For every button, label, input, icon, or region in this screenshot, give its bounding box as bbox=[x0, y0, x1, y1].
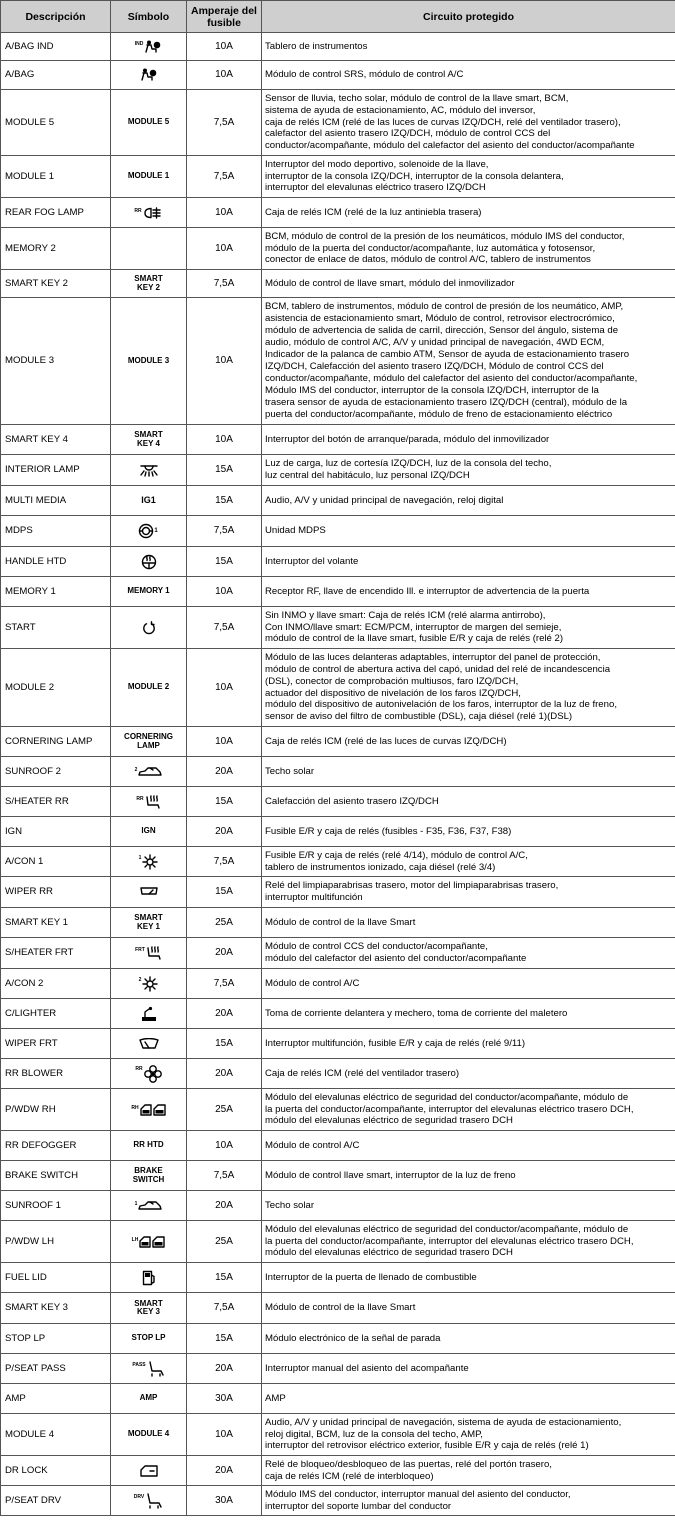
table-row bbox=[1, 727, 675, 757]
seat-heater-icon bbox=[145, 795, 161, 809]
fuse-amperage: 20A bbox=[187, 1191, 262, 1221]
fuse-description: MODULE 4 bbox=[1, 1414, 111, 1456]
symbol-label: SMART KEY 4 bbox=[134, 430, 163, 448]
fuse-circuit: BCM, módulo de control de la presión de los neumáticos, módulo IMS del conductor, módulo de la puerta del conductor/acompañante, luz automática y fotosensor, conector de enlace de datos, módulo de control A/C, tablero de instrumentos bbox=[262, 228, 675, 270]
power-seat-icon bbox=[145, 1493, 163, 1509]
fuse-amperage: 7,5A bbox=[187, 1293, 262, 1324]
table-row bbox=[1, 649, 675, 727]
fuse-amperage: 25A bbox=[187, 908, 262, 938]
table-row bbox=[1, 33, 675, 61]
power-window-icon bbox=[139, 1236, 165, 1248]
fuse-amperage: 7,5A bbox=[187, 969, 262, 999]
fuse-symbol bbox=[111, 1131, 187, 1161]
table-row bbox=[1, 607, 675, 649]
symbol-label: SMART KEY 1 bbox=[134, 913, 163, 931]
fuse-circuit: BCM, tablero de instrumentos, módulo de control de presión de los neumático, AMP, asistencia de estacionamiento smart, Módulo de control, retrovisor electrocrómico, módulo de advertencia de salida de carril, dirección, Sensor del ángulo, sistema de audio, módulo de control A/C, A/V y unidad principal de navegación, 4WD ECM, Indicador de la palanca de cambio ATM, Sensor de ayuda de estacionamiento trasero IZQ/DCH, Calefacción del asiento trasero IZQ/DCH, Módulo de control CCS del conductor/acompañante, módulo del calefactor del asiento del conductor/acompañante, Módulo IMS del conductor, interruptor de la consola IZQ/DCH, interruptor de la trasera sensor de ayuda de estacionamiento trasero IZQ/DCH (central), módulo de la puerta del conductor/acompañante, módulo de freno de estacionamiento eléctrico bbox=[262, 298, 675, 425]
symbol-label: RR bbox=[134, 207, 142, 214]
fuse-symbol bbox=[111, 1059, 187, 1089]
table-row bbox=[1, 938, 675, 969]
steering-wheel-icon bbox=[138, 523, 154, 539]
fuse-symbol bbox=[111, 1191, 187, 1221]
fuse-circuit: Interruptor multifunción, fusible E/R y caja de relés (relé 9/11) bbox=[262, 1029, 675, 1059]
fuse-circuit: Caja de relés ICM (relé de la luz antiniebla trasera) bbox=[262, 198, 675, 228]
fuse-amperage: 10A bbox=[187, 425, 262, 455]
fuse-description: C/LIGHTER bbox=[1, 999, 111, 1029]
table-row bbox=[1, 156, 675, 198]
symbol-label: IG1 bbox=[141, 495, 156, 505]
fuse-circuit: Módulo de las luces delanteras adaptables, interruptor del panel de protección, módulo de control de abertura activa del capó, unidad del relé de incandescencia (DSL), conector de comprobación multiusos, faro IZQ/DCH, actuador del dispositivo de nivelación de los faros IZQ/DCH, módulo del dispositivo de autonivelación de los faros, interruptor de la luz de freno, sensor de aviso del filtro de combustible (DSL), caja diésel (relé 1)(DSL) bbox=[262, 649, 675, 727]
fuse-circuit: Módulo de control A/C bbox=[262, 1131, 675, 1161]
symbol-label: BRAKE SWITCH bbox=[132, 1166, 165, 1184]
table-row bbox=[1, 1221, 675, 1263]
fuse-symbol bbox=[111, 969, 187, 999]
fuse-description: MODULE 5 bbox=[1, 90, 111, 156]
fuse-circuit: Sensor de lluvia, techo solar, módulo de control de la llave smart, BCM, sistema de ayuda de estacionamiento, AC, módulo del inversor, caja de relés ICM (relé de las luces de curvas IZQ/DCH, relé del ventilador trasero), calefactor del asiento trasero IZQ/DCH, módulo de control CCS del conductor/acompañante, módulo del calefactor del asiento del conductor/acompañante bbox=[262, 90, 675, 156]
fuse-symbol bbox=[111, 817, 187, 847]
header-description: Descripción bbox=[1, 1, 111, 33]
fuse-symbol bbox=[111, 757, 187, 787]
fuse-circuit: Toma de corriente delantera y mechero, toma de corriente del maletero bbox=[262, 999, 675, 1029]
fuse-symbol bbox=[111, 298, 187, 425]
fuse-description: HANDLE HTD bbox=[1, 547, 111, 577]
rear-wiper-icon bbox=[139, 886, 159, 898]
fuse-description: WIPER RR bbox=[1, 877, 111, 908]
fuse-amperage: 10A bbox=[187, 1131, 262, 1161]
table-row bbox=[1, 1456, 675, 1486]
front-wiper-icon bbox=[139, 1038, 159, 1050]
fuse-description: SMART KEY 1 bbox=[1, 908, 111, 938]
fuse-circuit: Módulo de control de la llave Smart bbox=[262, 1293, 675, 1324]
fuse-circuit: Calefacción del asiento trasero IZQ/DCH bbox=[262, 787, 675, 817]
fuse-description: MEMORY 2 bbox=[1, 228, 111, 270]
fuse-description: A/BAG bbox=[1, 61, 111, 90]
fuse-amperage: 7,5A bbox=[187, 847, 262, 877]
fuse-amperage: 10A bbox=[187, 198, 262, 228]
fuse-description: A/CON 2 bbox=[1, 969, 111, 999]
symbol-label: MODULE 2 bbox=[127, 682, 170, 692]
table-row bbox=[1, 270, 675, 298]
fuse-circuit: Módulo de control de la llave Smart bbox=[262, 908, 675, 938]
fuse-amperage: 7,5A bbox=[187, 1161, 262, 1191]
table-row bbox=[1, 1324, 675, 1354]
fuse-symbol bbox=[111, 156, 187, 198]
fuse-circuit: Sin INMO y llave smart: Caja de relés ICM (relé alarma antirrobo), Con INMO/llave smart: ECM/PCM, interruptor de margen del semieje, módulo de control de la llave smart, fusible E/R y caja de relés (relé 2) bbox=[262, 607, 675, 649]
fuse-symbol bbox=[111, 577, 187, 607]
fuse-circuit: Audio, A/V y unidad principal de navegación, reloj digital bbox=[262, 486, 675, 516]
fuse-description: RR DEFOGGER bbox=[1, 1131, 111, 1161]
fuse-description: REAR FOG LAMP bbox=[1, 198, 111, 228]
rear-fog-icon bbox=[143, 207, 163, 219]
fuse-amperage: 25A bbox=[187, 1089, 262, 1131]
fuse-amperage: 7,5A bbox=[187, 270, 262, 298]
table-row bbox=[1, 1354, 675, 1384]
symbol-label: SMART KEY 2 bbox=[134, 274, 163, 292]
symbol-label: FRT bbox=[135, 947, 145, 953]
door-lock-icon bbox=[139, 1464, 159, 1478]
symbol-label: 1 bbox=[154, 528, 158, 534]
lighter-icon bbox=[141, 1006, 157, 1022]
fuse-circuit: Módulo del elevalunas eléctrico de seguridad del conductor/acompañante, módulo de la puerta del conductor/acompañante, interruptor del elevalunas eléctrico trasero DCH, módulo del elevalunas eléctrico de seguridad trasero DCH bbox=[262, 1221, 675, 1263]
symbol-label: MODULE 3 bbox=[127, 355, 170, 365]
fuse-circuit: Módulo de control llave smart, interruptor de la luz de freno bbox=[262, 1161, 675, 1191]
symbol-label: MODULE 1 bbox=[127, 171, 170, 181]
fuse-symbol bbox=[111, 649, 187, 727]
fuse-amperage: 20A bbox=[187, 1456, 262, 1486]
fuse-description: P/SEAT PASS bbox=[1, 1354, 111, 1384]
fuse-symbol bbox=[111, 1161, 187, 1191]
fuse-description: DR LOCK bbox=[1, 1456, 111, 1486]
fuse-amperage: 15A bbox=[187, 1029, 262, 1059]
fuse-circuit: Fusible E/R y caja de relés (relé 4/14), módulo de control A/C, tablero de instrumentos ionizado, caja diésel (relé 3/4) bbox=[262, 847, 675, 877]
fuse-symbol bbox=[111, 1221, 187, 1263]
fuse-amperage: 15A bbox=[187, 455, 262, 486]
table-row bbox=[1, 877, 675, 908]
header-symbol: Símbolo bbox=[111, 1, 187, 33]
fuse-symbol bbox=[111, 516, 187, 547]
fuse-symbol bbox=[111, 1293, 187, 1324]
fuse-amperage: 20A bbox=[187, 938, 262, 969]
table-row bbox=[1, 1293, 675, 1324]
fuse-description: AMP bbox=[1, 1384, 111, 1414]
table-row bbox=[1, 516, 675, 547]
fuse-circuit: Módulo de control SRS, módulo de control A/C bbox=[262, 61, 675, 90]
fuse-symbol bbox=[111, 1354, 187, 1384]
fuse-amperage: 20A bbox=[187, 999, 262, 1029]
fuse-symbol bbox=[111, 1384, 187, 1414]
fuse-description: P/WDW RH bbox=[1, 1089, 111, 1131]
fuse-amperage: 30A bbox=[187, 1486, 262, 1516]
table-row bbox=[1, 455, 675, 486]
table-row bbox=[1, 847, 675, 877]
fuse-amperage: 30A bbox=[187, 1384, 262, 1414]
table-row bbox=[1, 1414, 675, 1456]
symbol-label: RH bbox=[131, 1104, 139, 1111]
fuse-description: CORNERING LAMP bbox=[1, 727, 111, 757]
fuse-amperage: 15A bbox=[187, 1324, 262, 1354]
fuse-description: MODULE 2 bbox=[1, 649, 111, 727]
table-row bbox=[1, 817, 675, 847]
fuse-symbol bbox=[111, 486, 187, 516]
fuse-amperage: 15A bbox=[187, 877, 262, 908]
table-row bbox=[1, 1089, 675, 1131]
symbol-label: AMP bbox=[139, 1393, 158, 1403]
symbol-label: LH bbox=[131, 1236, 139, 1243]
fuse-description: BRAKE SWITCH bbox=[1, 1161, 111, 1191]
fuse-circuit: Interruptor del volante bbox=[262, 547, 675, 577]
fuse-description: IGN bbox=[1, 817, 111, 847]
table-row bbox=[1, 486, 675, 516]
fuse-symbol bbox=[111, 33, 187, 61]
table-row bbox=[1, 1161, 675, 1191]
fuse-description: SMART KEY 2 bbox=[1, 270, 111, 298]
fuse-description: SMART KEY 3 bbox=[1, 1293, 111, 1324]
table-row bbox=[1, 1131, 675, 1161]
start-icon bbox=[142, 621, 156, 635]
fuse-symbol bbox=[111, 425, 187, 455]
symbol-label: MODULE 4 bbox=[127, 1429, 170, 1439]
fuse-amperage: 10A bbox=[187, 61, 262, 90]
fuse-symbol bbox=[111, 847, 187, 877]
fuse-circuit: Caja de relés ICM (relé del ventilador trasero) bbox=[262, 1059, 675, 1089]
header-amperage: Amperaje del fusible bbox=[187, 1, 262, 33]
fuse-amperage: 7,5A bbox=[187, 156, 262, 198]
fuse-circuit: Módulo del elevalunas eléctrico de seguridad del conductor/acompañante, módulo de la puerta del conductor/acompañante, interruptor del elevalunas eléctrico trasero DCH, módulo del elevalunas eléctrico de seguridad trasero DCH bbox=[262, 1089, 675, 1131]
fuse-description: START bbox=[1, 607, 111, 649]
blower-icon bbox=[144, 1065, 162, 1083]
symbol-label: RR HTD bbox=[133, 1140, 164, 1150]
table-row bbox=[1, 298, 675, 425]
symbol-label: MEMORY 1 bbox=[127, 586, 170, 596]
fuse-amperage: 10A bbox=[187, 298, 262, 425]
fuse-description: S/HEATER RR bbox=[1, 787, 111, 817]
fuel-lid-icon bbox=[142, 1270, 156, 1286]
fuse-circuit: Interruptor del modo deportivo, solenoide de la llave, interruptor de la consola IZQ/DCH, interruptor de la consola delantera, interruptor del elevalunas eléctrico trasero IZQ/DCH bbox=[262, 156, 675, 198]
fuse-description: A/CON 1 bbox=[1, 847, 111, 877]
fuse-symbol bbox=[111, 455, 187, 486]
fuse-description: MEMORY 1 bbox=[1, 577, 111, 607]
fuse-circuit: Módulo de control A/C bbox=[262, 969, 675, 999]
table-row bbox=[1, 1029, 675, 1059]
sunroof-icon bbox=[138, 766, 162, 778]
fuse-description: S/HEATER FRT bbox=[1, 938, 111, 969]
table-row bbox=[1, 547, 675, 577]
fuse-symbol bbox=[111, 1456, 187, 1486]
fuse-symbol bbox=[111, 727, 187, 757]
fuse-symbol bbox=[111, 877, 187, 908]
power-window-icon bbox=[140, 1104, 166, 1116]
symbol-label: STOP LP bbox=[131, 1333, 166, 1343]
fuse-description: MULTI MEDIA bbox=[1, 486, 111, 516]
fuse-amperage: 10A bbox=[187, 1414, 262, 1456]
fuse-amperage: 7,5A bbox=[187, 90, 262, 156]
table-header-row bbox=[1, 1, 675, 33]
fuse-symbol bbox=[111, 1486, 187, 1516]
fuse-description: RR BLOWER bbox=[1, 1059, 111, 1089]
fuse-amperage: 25A bbox=[187, 1221, 262, 1263]
ac-icon bbox=[142, 976, 158, 992]
symbol-label: 1 bbox=[134, 1200, 138, 1207]
header-circuit: Circuito protegido bbox=[262, 1, 675, 33]
symbol-label: IND bbox=[134, 40, 144, 47]
fuse-symbol bbox=[111, 938, 187, 969]
fuse-amperage: 15A bbox=[187, 547, 262, 577]
fuse-amperage: 10A bbox=[187, 577, 262, 607]
table-row bbox=[1, 61, 675, 90]
fuse-amperage: 7,5A bbox=[187, 607, 262, 649]
symbol-label: 2 bbox=[134, 766, 138, 773]
fuse-symbol bbox=[111, 607, 187, 649]
table-row bbox=[1, 425, 675, 455]
table-row bbox=[1, 999, 675, 1029]
table-row bbox=[1, 1191, 675, 1221]
symbol-label: 2 bbox=[138, 976, 142, 983]
symbol-label: RR bbox=[136, 795, 144, 802]
fuse-description: FUEL LID bbox=[1, 1263, 111, 1293]
fuse-amperage: 10A bbox=[187, 649, 262, 727]
fuse-circuit: Receptor RF, llave de encendido Ill. e interruptor de advertencia de la puerta bbox=[262, 577, 675, 607]
fuse-circuit: Interruptor de la puerta de llenado de combustible bbox=[262, 1263, 675, 1293]
fuse-circuit: Audio, A/V y unidad principal de navegación, sistema de ayuda de estacionamiento, reloj digital, BCM, luz de la consola del techo, AMP, interruptor del retrovisor eléctrico exterior, fusible E/R y caja de relés (relé 1) bbox=[262, 1414, 675, 1456]
fuse-circuit: Relé de bloqueo/desbloqueo de las puertas, relé del portón trasero, caja de relés ICM (relé de interbloqueo) bbox=[262, 1456, 675, 1486]
symbol-label: DRV bbox=[133, 1493, 145, 1500]
fuse-symbol bbox=[111, 198, 187, 228]
table-row bbox=[1, 908, 675, 938]
fuse-amperage: 20A bbox=[187, 817, 262, 847]
heated-steering-icon bbox=[141, 554, 157, 570]
symbol-label: SMART KEY 3 bbox=[134, 1298, 163, 1316]
fuse-symbol bbox=[111, 228, 187, 270]
symbol-label: 1 bbox=[138, 854, 142, 861]
seat-heater-icon bbox=[146, 946, 162, 960]
table-row bbox=[1, 90, 675, 156]
ac-icon bbox=[142, 854, 158, 870]
fuse-circuit: Caja de relés ICM (relé de las luces de curvas IZQ/DCH) bbox=[262, 727, 675, 757]
fuse-amperage: 20A bbox=[187, 1059, 262, 1089]
table-row bbox=[1, 577, 675, 607]
fuse-symbol bbox=[111, 90, 187, 156]
fuse-circuit: Módulo IMS del conductor, interruptor manual del asiento del conductor, interruptor del soporte lumbar del conductor bbox=[262, 1486, 675, 1516]
fuse-circuit: Unidad MDPS bbox=[262, 516, 675, 547]
fuse-description: MODULE 3 bbox=[1, 298, 111, 425]
fuse-amperage: 15A bbox=[187, 1263, 262, 1293]
fuse-amperage: 10A bbox=[187, 228, 262, 270]
fuse-symbol bbox=[111, 1263, 187, 1293]
fuse-description: STOP LP bbox=[1, 1324, 111, 1354]
table-row bbox=[1, 969, 675, 999]
fuse-circuit: Techo solar bbox=[262, 757, 675, 787]
fuse-amperage: 10A bbox=[187, 33, 262, 61]
fuse-description: MODULE 1 bbox=[1, 156, 111, 198]
table-row bbox=[1, 1384, 675, 1414]
fuse-amperage: 20A bbox=[187, 757, 262, 787]
fuse-symbol bbox=[111, 1029, 187, 1059]
fuse-amperage: 7,5A bbox=[187, 516, 262, 547]
fuse-symbol bbox=[111, 787, 187, 817]
fuse-symbol bbox=[111, 908, 187, 938]
fuse-circuit: Interruptor manual del asiento del acompañante bbox=[262, 1354, 675, 1384]
fuse-symbol bbox=[111, 270, 187, 298]
fuse-symbol bbox=[111, 547, 187, 577]
fuse-description: P/SEAT DRV bbox=[1, 1486, 111, 1516]
fuse-symbol bbox=[111, 61, 187, 90]
power-seat-icon bbox=[147, 1361, 165, 1377]
fuse-symbol bbox=[111, 1324, 187, 1354]
fuse-description: SUNROOF 2 bbox=[1, 757, 111, 787]
symbol-label: RR bbox=[135, 1065, 143, 1072]
fuse-amperage: 10A bbox=[187, 727, 262, 757]
table-row bbox=[1, 757, 675, 787]
fuse-circuit: Módulo de control de llave smart, módulo del inmovilizador bbox=[262, 270, 675, 298]
fuse-circuit: Techo solar bbox=[262, 1191, 675, 1221]
table-row bbox=[1, 1059, 675, 1089]
airbag-icon bbox=[140, 68, 158, 82]
fuse-circuit: Relé del limpiaparabrisas trasero, motor del limpiaparabrisas trasero, interruptor multifunción bbox=[262, 877, 675, 908]
fuse-circuit: Fusible E/R y caja de relés (fusibles - F35, F36, F37, F38) bbox=[262, 817, 675, 847]
fuse-circuit: Luz de carga, luz de cortesía IZQ/DCH, luz de la consola del techo, luz central del habitáculo, luz personal IZQ/DCH bbox=[262, 455, 675, 486]
table-row bbox=[1, 198, 675, 228]
fuse-amperage: 15A bbox=[187, 486, 262, 516]
fuse-description: P/WDW LH bbox=[1, 1221, 111, 1263]
symbol-label: PASS bbox=[132, 1361, 146, 1368]
fuse-circuit: Interruptor del botón de arranque/parada, módulo del inmovilizador bbox=[262, 425, 675, 455]
fuse-description: WIPER FRT bbox=[1, 1029, 111, 1059]
symbol-label: CORNERING LAMP bbox=[124, 732, 173, 750]
fuse-circuit: Tablero de instrumentos bbox=[262, 33, 675, 61]
sunroof-icon bbox=[138, 1200, 162, 1212]
fuse-circuit: Módulo de control CCS del conductor/acompañante, módulo del calefactor del asiento del conductor/acompañante bbox=[262, 938, 675, 969]
table-row bbox=[1, 1263, 675, 1293]
fuse-description: SMART KEY 4 bbox=[1, 425, 111, 455]
fuse-circuit: Módulo electrónico de la señal de parada bbox=[262, 1324, 675, 1354]
fuse-description: MDPS bbox=[1, 516, 111, 547]
symbol-label: MODULE 5 bbox=[127, 117, 170, 127]
table-row bbox=[1, 787, 675, 817]
fuse-symbol bbox=[111, 1089, 187, 1131]
fuse-description: INTERIOR LAMP bbox=[1, 455, 111, 486]
table-row bbox=[1, 228, 675, 270]
fuse-description: A/BAG IND bbox=[1, 33, 111, 61]
symbol-label: IGN bbox=[141, 826, 156, 836]
fuse-symbol bbox=[111, 999, 187, 1029]
fuse-circuit: AMP bbox=[262, 1384, 675, 1414]
table-row bbox=[1, 1486, 675, 1516]
fuse-amperage: 20A bbox=[187, 1354, 262, 1384]
fuse-description: SUNROOF 1 bbox=[1, 1191, 111, 1221]
airbag-icon bbox=[144, 40, 162, 54]
fuse-amperage: 15A bbox=[187, 787, 262, 817]
interior-lamp-icon bbox=[138, 463, 160, 477]
fuse-symbol bbox=[111, 1414, 187, 1456]
